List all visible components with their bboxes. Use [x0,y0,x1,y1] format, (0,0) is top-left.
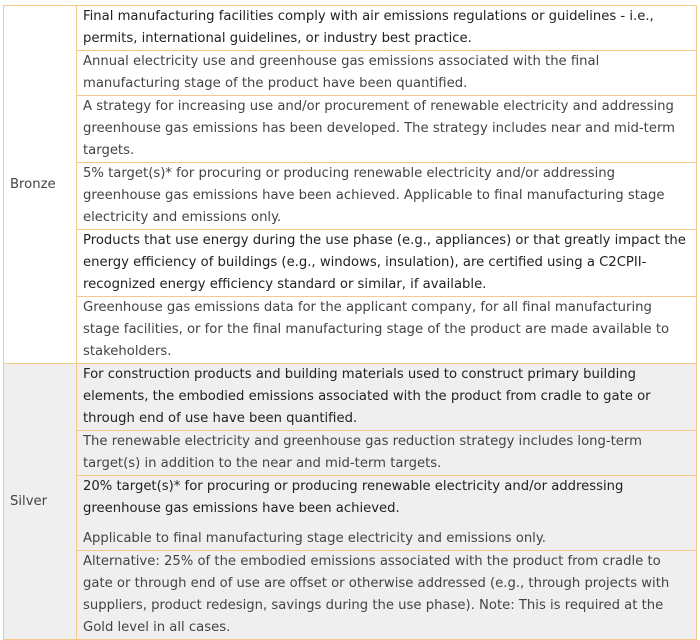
criterion-cell: For construction products and building materials used to construct primary building elements, the embodied emissions associated with the product from cradle to gate or through end of use have been quantified. [77,364,697,431]
criterion-note: Applicable to final manufacturing stage electricity and emissions only. [83,531,546,546]
criteria-table [3,5,697,640]
criterion-text: 20% target(s)* for procuring or producing renewable electricity and/or addressing greenhouse gas emissions have been achieved. [83,479,624,516]
table-row [4,6,697,51]
criterion-cell: Products that use energy during the use phase (e.g., appliances) or that greatly impact the energy efficiency of buildings (e.g., windows, insulation), are certified using a C2CPII-recognized energy efficiency standard or similar, if available. [77,230,697,297]
criterion-cell: Final manufacturing facilities comply with air emissions regulations or guidelines - i.e., permits, international guidelines, or industry best practice. [77,6,697,51]
criterion-cell: Greenhouse gas emissions data for the applicant company, for all final manufacturing stage facilities, or for the final manufacturing stage of the product are made available to stakeholders. [77,297,697,364]
criterion-cell: A strategy for increasing use and/or procurement of renewable electricity and addressing greenhouse gas emissions has been developed. The strategy includes near and mid-term targets. [77,96,697,163]
table-row [4,163,697,230]
criterion-cell: Annual electricity use and greenhouse gas emissions associated with the final manufacturing stage of the product have been quantified. [77,51,697,96]
table-row [4,297,697,364]
level-cell-silver: Silver [4,364,77,640]
level-cell-bronze: Bronze [4,6,77,364]
table-row [4,230,697,297]
table-row [4,476,697,551]
table-row [4,551,697,640]
criterion-cell: Alternative: 25% of the embodied emissions associated with the product from cradle to gate or through end of use are offset or otherwise addressed (e.g., through projects with suppliers, product redesign, savings during the use phase). Note: This is required at the Gold level in all cases. [77,551,697,640]
criterion-cell: 5% target(s)* for procuring or producing renewable electricity and/or addressing greenhouse gas emissions have been achieved. Applicable to final manufacturing stage electricity and emissions only. [77,163,697,230]
table-row [4,51,697,96]
criterion-cell: The renewable electricity and greenhouse gas reduction strategy includes long-term target(s) in addition to the near and mid-term targets. [77,431,697,476]
table-row [4,364,697,431]
table-row [4,431,697,476]
criterion-cell [77,476,697,551]
table-row [4,96,697,163]
